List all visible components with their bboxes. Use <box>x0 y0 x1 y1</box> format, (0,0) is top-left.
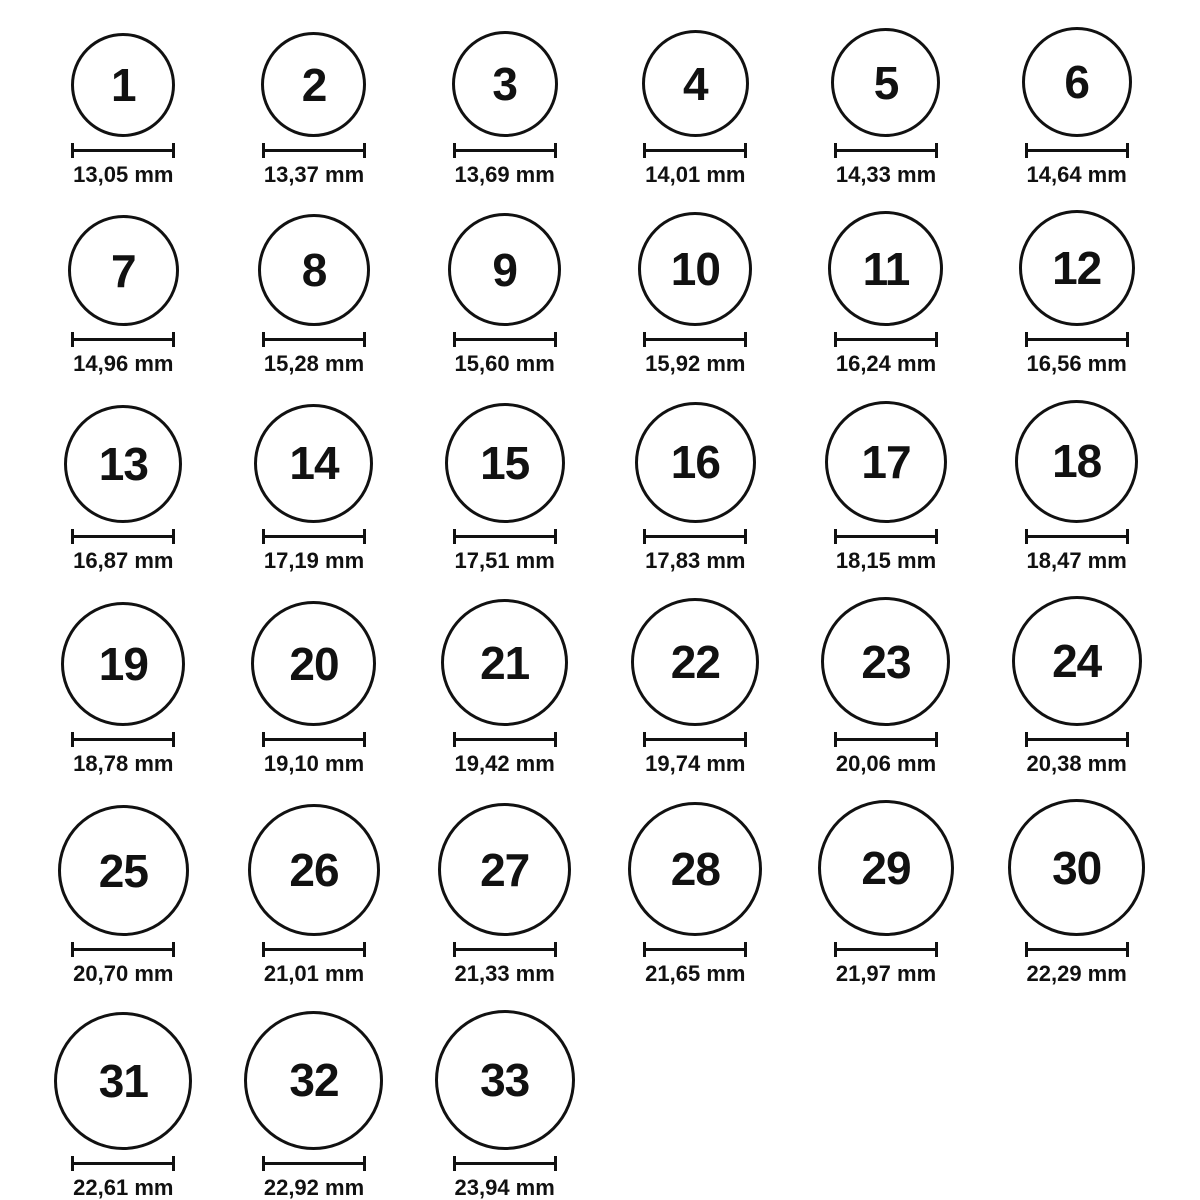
ring-size-cell <box>791 401 982 573</box>
ring-circle <box>638 212 752 326</box>
ring-size-cell <box>219 32 410 187</box>
diameter-label: 20,06 mm <box>835 751 937 777</box>
ring-size-cell <box>28 1012 219 1200</box>
ring-size-number: 30 <box>1052 841 1102 894</box>
diameter-label: 14,96 mm <box>73 351 174 377</box>
ring-size-cell <box>981 400 1172 573</box>
ring-circle <box>248 804 380 936</box>
ring-circle <box>261 32 366 137</box>
diameter-label: 15,60 mm <box>454 351 555 377</box>
ring-circle <box>71 33 175 137</box>
diameter-measure-line <box>262 143 366 158</box>
diameter-label: 16,56 mm <box>1026 351 1127 377</box>
diameter-measure-line <box>453 143 557 158</box>
ring-size-number: 2 <box>301 58 327 111</box>
diameter-label: 20,38 mm <box>1026 751 1127 777</box>
ring-size-number: 15 <box>480 436 530 489</box>
diameter-label: 21,33 mm <box>454 961 555 987</box>
diameter-label: 16,24 mm <box>835 351 937 377</box>
ring-circle <box>58 805 189 936</box>
ring-size-number: 12 <box>1052 242 1102 295</box>
diameter-label: 23,94 mm <box>454 1174 555 1200</box>
diameter-label: 16,87 mm <box>73 547 174 573</box>
ring-size-cell <box>28 805 219 986</box>
diameter-measure-line <box>262 529 366 544</box>
ring-circle <box>445 403 565 523</box>
ring-circle <box>818 800 954 936</box>
diameter-measure-line <box>834 332 938 347</box>
ring-size-cell <box>219 1011 410 1200</box>
ring-size-cell <box>600 212 791 376</box>
ring-size-number: 21 <box>480 636 530 689</box>
ring-circle <box>64 405 182 523</box>
ring-size-number: 23 <box>861 635 911 688</box>
ring-size-cell <box>600 598 791 776</box>
ring-circle <box>258 214 370 326</box>
ring-size-number: 10 <box>670 243 720 296</box>
diameter-measure-line <box>1025 942 1129 957</box>
ring-circle <box>831 28 940 137</box>
ring-size-number: 17 <box>861 435 911 488</box>
ring-size-cell <box>791 800 982 986</box>
ring-size-cell <box>791 211 982 376</box>
ring-size-cell <box>981 799 1172 986</box>
ring-size-cell <box>409 213 600 376</box>
diameter-measure-line <box>71 942 175 957</box>
ring-size-number: 31 <box>98 1054 148 1107</box>
diameter-label: 15,92 mm <box>645 351 746 377</box>
ring-size-number: 32 <box>289 1054 339 1107</box>
diameter-label: 13,05 mm <box>73 162 174 188</box>
ring-size-cell <box>409 803 600 986</box>
ring-size-number: 6 <box>1064 56 1089 109</box>
diameter-measure-line <box>453 942 557 957</box>
ring-circle <box>1022 27 1132 137</box>
ring-circle <box>821 597 950 726</box>
diameter-measure-line <box>262 732 366 747</box>
ring-size-cell <box>409 403 600 573</box>
diameter-label: 22,61 mm <box>73 1174 174 1200</box>
ring-size-cell <box>409 1010 600 1200</box>
ring-size-cell <box>28 602 219 776</box>
ring-size-number: 22 <box>670 636 720 689</box>
diameter-measure-line <box>643 332 747 347</box>
ring-size-number: 19 <box>98 638 148 691</box>
ring-size-number: 18 <box>1052 435 1102 488</box>
diameter-measure-line <box>1025 529 1129 544</box>
ring-circle <box>1019 210 1135 326</box>
ring-circle <box>828 211 943 326</box>
ring-size-number: 33 <box>480 1053 530 1106</box>
diameter-measure-line <box>643 143 747 158</box>
diameter-measure-line <box>453 332 557 347</box>
ring-size-number: 13 <box>98 437 148 490</box>
diameter-measure-line <box>1025 332 1129 347</box>
ring-size-cell <box>600 802 791 986</box>
diameter-measure-line <box>71 732 175 747</box>
ring-circle <box>68 215 179 326</box>
ring-size-number: 28 <box>670 843 720 896</box>
diameter-label: 21,97 mm <box>835 961 937 987</box>
ring-circle <box>54 1012 192 1150</box>
diameter-measure-line <box>262 332 366 347</box>
ring-circle <box>61 602 185 726</box>
diameter-measure-line <box>71 1156 175 1171</box>
diameter-measure-line <box>453 529 557 544</box>
ring-size-number: 11 <box>862 242 910 295</box>
ring-size-cell <box>28 405 219 573</box>
ring-circle <box>1012 596 1142 726</box>
diameter-measure-line <box>262 942 366 957</box>
ring-size-number: 8 <box>301 244 327 297</box>
ring-circle <box>1015 400 1138 523</box>
ring-circle <box>448 213 561 326</box>
ring-size-number: 16 <box>670 436 720 489</box>
ring-size-number: 9 <box>492 243 517 296</box>
diameter-label: 18,47 mm <box>1026 547 1127 573</box>
ring-size-cell <box>28 33 219 187</box>
ring-circle <box>628 802 762 936</box>
diameter-measure-line <box>643 732 747 747</box>
diameter-label: 15,28 mm <box>263 351 365 377</box>
ring-circle <box>635 402 756 523</box>
ring-circle <box>251 601 376 726</box>
diameter-label: 17,83 mm <box>645 547 746 573</box>
diameter-label: 19,74 mm <box>645 751 746 777</box>
ring-size-number: 25 <box>98 844 148 897</box>
diameter-measure-line <box>71 332 175 347</box>
ring-size-number: 24 <box>1052 635 1102 688</box>
ring-circle <box>1008 799 1145 936</box>
diameter-label: 13,37 mm <box>263 162 365 188</box>
ring-size-cell <box>600 30 791 187</box>
diameter-label: 14,33 mm <box>835 162 937 188</box>
ring-size-cell <box>409 31 600 187</box>
diameter-measure-line <box>71 143 175 158</box>
ring-size-number: 14 <box>289 437 339 490</box>
ring-size-number: 3 <box>492 58 517 111</box>
diameter-measure-line <box>453 1156 557 1171</box>
diameter-measure-line <box>1025 143 1129 158</box>
diameter-label: 19,10 mm <box>263 751 365 777</box>
diameter-label: 17,19 mm <box>263 547 365 573</box>
ring-size-cell <box>28 215 219 376</box>
diameter-label: 14,01 mm <box>645 162 746 188</box>
diameter-measure-line <box>643 529 747 544</box>
ring-size-cell <box>219 804 410 986</box>
diameter-label: 21,65 mm <box>645 961 746 987</box>
diameter-label: 13,69 mm <box>454 162 555 188</box>
ring-circle <box>452 31 558 137</box>
diameter-label: 14,64 mm <box>1026 162 1127 188</box>
diameter-measure-line <box>834 529 938 544</box>
ring-circle <box>244 1011 383 1150</box>
diameter-label: 17,51 mm <box>454 547 555 573</box>
ring-size-number: 7 <box>111 244 136 297</box>
diameter-measure-line <box>834 732 938 747</box>
diameter-label: 22,29 mm <box>1026 961 1127 987</box>
diameter-measure-line <box>643 942 747 957</box>
ring-size-cell <box>600 402 791 573</box>
ring-circle <box>642 30 749 137</box>
ring-size-cell <box>219 601 410 776</box>
ring-size-cell <box>981 27 1172 187</box>
ring-size-cell <box>219 404 410 573</box>
ring-size-cell <box>981 596 1172 776</box>
ring-circle <box>825 401 947 523</box>
ring-size-number: 29 <box>861 842 911 895</box>
ring-circle <box>631 598 759 726</box>
diameter-label: 19,42 mm <box>454 751 555 777</box>
ring-circle <box>438 803 571 936</box>
diameter-label: 21,01 mm <box>263 961 365 987</box>
ring-size-cell <box>981 210 1172 376</box>
ring-size-number: 20 <box>289 637 339 690</box>
ring-size-cell <box>219 214 410 376</box>
diameter-measure-line <box>71 529 175 544</box>
ring-size-cell <box>409 599 600 776</box>
ring-size-number: 4 <box>683 57 708 110</box>
ring-size-number: 5 <box>873 56 899 109</box>
diameter-label: 20,70 mm <box>73 961 174 987</box>
ring-size-number: 1 <box>111 59 136 112</box>
ring-circle <box>254 404 373 523</box>
diameter-label: 18,15 mm <box>835 547 937 573</box>
diameter-measure-line <box>262 1156 366 1171</box>
diameter-label: 22,92 mm <box>263 1174 365 1200</box>
ring-circle <box>435 1010 575 1150</box>
diameter-measure-line <box>453 732 557 747</box>
ring-size-cell <box>791 28 982 187</box>
diameter-measure-line <box>834 143 938 158</box>
diameter-label: 18,78 mm <box>73 751 174 777</box>
ring-size-number: 27 <box>480 843 530 896</box>
diameter-measure-line <box>834 942 938 957</box>
ring-circle <box>441 599 568 726</box>
ring-size-number: 26 <box>289 844 339 897</box>
diameter-measure-line <box>1025 732 1129 747</box>
ring-size-cell <box>791 597 982 776</box>
